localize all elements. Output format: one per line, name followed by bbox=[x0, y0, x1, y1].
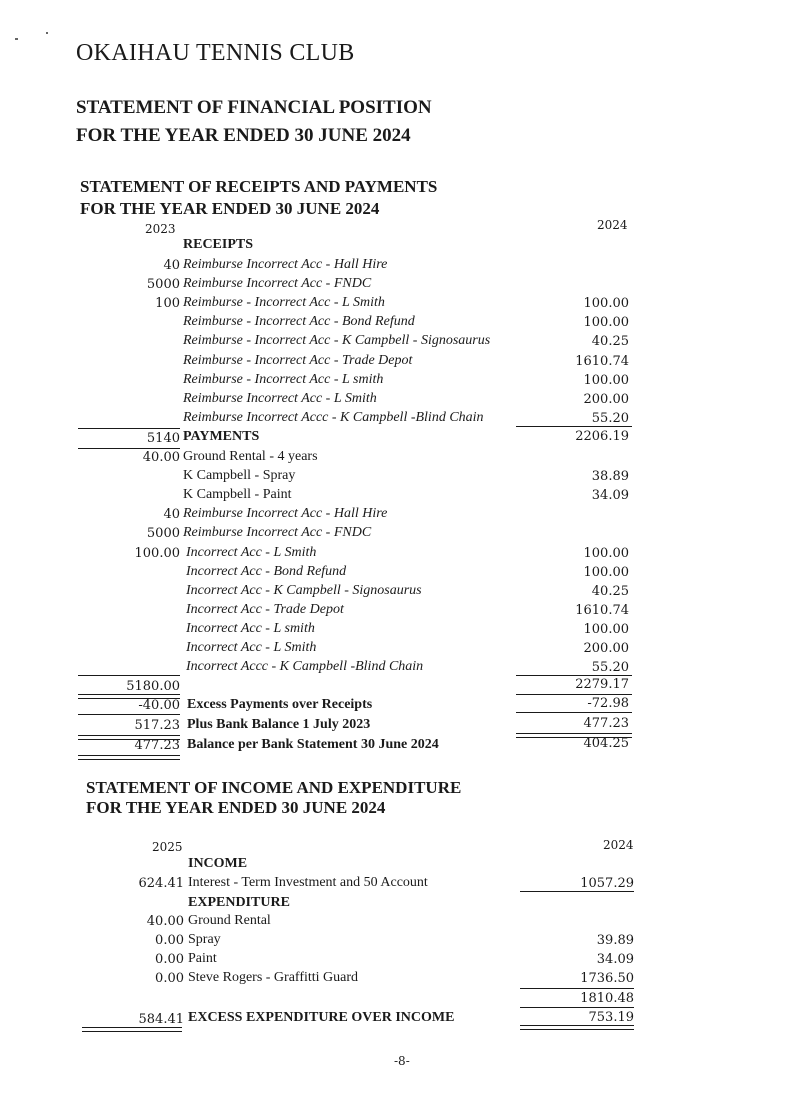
line-item-label: Reimburse - Incorrect Acc - L Smith bbox=[183, 295, 385, 311]
prev-year-value: 624.41 bbox=[138, 876, 184, 891]
line-item-label: Incorrect Acc - L Smith bbox=[186, 544, 317, 560]
prev-year-value: 100.00 bbox=[134, 545, 180, 561]
curr-year-value: 1610.74 bbox=[575, 602, 629, 618]
rp-year-curr: 2024 bbox=[597, 218, 628, 232]
ie-title-line-2: FOR THE YEAR ENDED 30 JUNE 2024 bbox=[86, 798, 386, 817]
prev-year-value: 5000 bbox=[146, 277, 180, 293]
curr-year-value: 100.00 bbox=[583, 564, 629, 580]
curr-year-value: 34.09 bbox=[591, 488, 629, 504]
expenditure-total-curr: 1810.48 bbox=[580, 991, 634, 1006]
line-item-label: K Campbell - Spray bbox=[183, 468, 296, 484]
result-prev-double-underline bbox=[82, 1027, 182, 1032]
curr-year-value: 100.00 bbox=[583, 545, 629, 561]
prev-year-value: 5000 bbox=[146, 526, 180, 542]
ie-year-curr: 2024 bbox=[603, 838, 634, 852]
line-item-label: Reimburse Incorrect Acc - Hall Hire bbox=[183, 506, 388, 522]
ie-year-prev: 2025 bbox=[152, 840, 183, 854]
curr-year-value: 200.00 bbox=[583, 641, 629, 656]
line-item-label: Steve Rogers - Graffitti Guard bbox=[188, 970, 359, 985]
payments-curr-underline bbox=[516, 675, 632, 676]
line-item-label: Reimburse Incorrect Acc - L Smith bbox=[183, 390, 377, 406]
prev-year-value: 40.00 bbox=[146, 914, 184, 929]
line-item-label: Reimburse Incorrect Acc - Hall Hire bbox=[183, 257, 388, 272]
page-number: -8- bbox=[394, 1054, 410, 1068]
line-item-label: Reimburse Incorrect Acc - FNDC bbox=[183, 525, 372, 541]
position-title-line-2: FOR THE YEAR ENDED 30 JUNE 2024 bbox=[76, 125, 411, 146]
curr-year-value: 1736.50 bbox=[580, 971, 634, 986]
line-item-label: Incorrect Acc - L smith bbox=[186, 620, 315, 636]
curr-year-value: 38.89 bbox=[591, 469, 629, 485]
rp-year-prev: 2023 bbox=[145, 222, 176, 236]
closing-curr: 404.25 bbox=[583, 736, 629, 751]
closing-prev: 477.23 bbox=[134, 738, 180, 753]
result-curr-double-underline bbox=[520, 1025, 634, 1030]
curr-year-value: 40.25 bbox=[591, 334, 629, 350]
opening-curr: 477.23 bbox=[583, 716, 629, 731]
receipts-total-underline bbox=[78, 448, 180, 449]
rp-title-line-1: STATEMENT OF RECEIPTS AND PAYMENTS bbox=[80, 177, 438, 196]
line-item-label: Reimburse Incorrect Accc - K Campbell -Blind Chain bbox=[183, 409, 484, 425]
prev-year-value: 0.00 bbox=[155, 952, 184, 967]
payments-total-curr-underline bbox=[516, 694, 632, 695]
curr-year-value: 55.20 bbox=[591, 660, 629, 676]
ie-title-line-1: STATEMENT OF INCOME AND EXPENDITURE bbox=[86, 778, 462, 797]
curr-year-value: 200.00 bbox=[583, 391, 629, 407]
line-item-label: Paint bbox=[188, 951, 217, 966]
expenditure-heading: EXPENDITURE bbox=[188, 895, 290, 910]
line-item-label: Incorrect Acc - L Smith bbox=[186, 640, 317, 655]
closing-label: Balance per Bank Statement 30 June 2024 bbox=[187, 737, 439, 752]
prev-year-value: 40 bbox=[163, 258, 180, 273]
opening-prev-double-underline bbox=[78, 735, 180, 740]
position-title-line-1: STATEMENT OF FINANCIAL POSITION bbox=[76, 97, 432, 118]
payments-prev-underline bbox=[78, 675, 180, 676]
line-item-label: Reimburse - Incorrect Acc - Trade Depot bbox=[183, 352, 413, 368]
payments-total-prev: 5180.00 bbox=[126, 679, 180, 694]
prev-year-value: 0.00 bbox=[155, 933, 184, 948]
result-prev: 584.41 bbox=[138, 1012, 184, 1027]
line-item-label: Ground Rental bbox=[188, 913, 271, 928]
receipts-prev-underline bbox=[78, 428, 180, 429]
opening-curr-double-underline bbox=[516, 733, 632, 738]
line-item-label: K Campbell - Paint bbox=[183, 487, 292, 503]
line-item-label: Incorrect Acc - Trade Depot bbox=[186, 601, 344, 617]
curr-year-value: 55.20 bbox=[591, 410, 629, 426]
line-item-label: Reimburse - Incorrect Acc - Bond Refund bbox=[183, 314, 415, 330]
club-name: OKAIHAU TENNIS CLUB bbox=[76, 40, 355, 66]
excess-prev-underline bbox=[78, 714, 180, 715]
line-item-label: Ground Rental - 4 years bbox=[183, 449, 318, 464]
receipts-curr-underline bbox=[516, 426, 632, 427]
curr-year-value: 34.09 bbox=[596, 952, 634, 967]
curr-year-value: 39.89 bbox=[596, 933, 634, 948]
receipts-heading: RECEIPTS bbox=[183, 237, 254, 252]
line-item-label: Incorrect Accc - K Campbell -Blind Chain bbox=[186, 659, 424, 675]
result-label: EXCESS EXPENDITURE OVER INCOME bbox=[188, 1010, 455, 1025]
curr-year-value: 100.00 bbox=[583, 296, 629, 312]
receipts-total-prev: 5140 bbox=[146, 431, 180, 446]
line-item-label: Spray bbox=[188, 932, 221, 947]
line-item-label: Reimburse - Incorrect Acc - K Campbell - Signosaurus bbox=[183, 333, 491, 349]
excess-label: Excess Payments over Receipts bbox=[187, 697, 373, 712]
income-heading: INCOME bbox=[188, 856, 248, 871]
receipts-total-curr: 2206.19 bbox=[575, 429, 629, 444]
line-item-label: Reimburse Incorrect Acc - FNDC bbox=[183, 276, 372, 292]
income-curr-underline bbox=[520, 891, 634, 892]
excess-curr: -72.98 bbox=[587, 696, 629, 711]
scan-speck bbox=[15, 38, 18, 40]
line-item-label: Incorrect Acc - Bond Refund bbox=[186, 563, 347, 579]
result-curr: 753.19 bbox=[588, 1010, 634, 1025]
opening-label: Plus Bank Balance 1 July 2023 bbox=[187, 717, 371, 732]
curr-year-value: 100.00 bbox=[583, 621, 629, 637]
opening-prev: 517.23 bbox=[134, 718, 180, 733]
scan-speck bbox=[46, 32, 48, 34]
curr-year-value: 40.25 bbox=[591, 583, 629, 599]
prev-year-value: 100 bbox=[155, 296, 180, 312]
excess-curr-underline bbox=[516, 712, 632, 713]
prev-year-value: 0.00 bbox=[155, 971, 184, 986]
prev-year-value: 40.00 bbox=[142, 450, 180, 465]
line-item-label: Incorrect Acc - K Campbell - Signosaurus bbox=[186, 582, 422, 598]
curr-year-value: 1057.29 bbox=[580, 876, 634, 891]
excess-prev: -40.00 bbox=[138, 698, 180, 713]
line-item-label: Interest - Term Investment and 50 Account bbox=[188, 875, 428, 890]
rp-title-line-2: FOR THE YEAR ENDED 30 JUNE 2024 bbox=[80, 199, 380, 218]
expenditure-underline bbox=[520, 988, 634, 989]
curr-year-value: 100.00 bbox=[583, 372, 629, 388]
payments-heading: PAYMENTS bbox=[183, 429, 260, 444]
closing-prev-double-underline bbox=[78, 755, 180, 760]
curr-year-value: 100.00 bbox=[583, 315, 629, 331]
prev-year-value: 40 bbox=[163, 507, 180, 523]
line-item-label: Reimburse - Incorrect Acc - L smith bbox=[183, 371, 384, 387]
payments-total-curr: 2279.17 bbox=[575, 677, 629, 692]
curr-year-value: 1610.74 bbox=[575, 353, 629, 369]
expenditure-total-underline bbox=[520, 1007, 634, 1008]
